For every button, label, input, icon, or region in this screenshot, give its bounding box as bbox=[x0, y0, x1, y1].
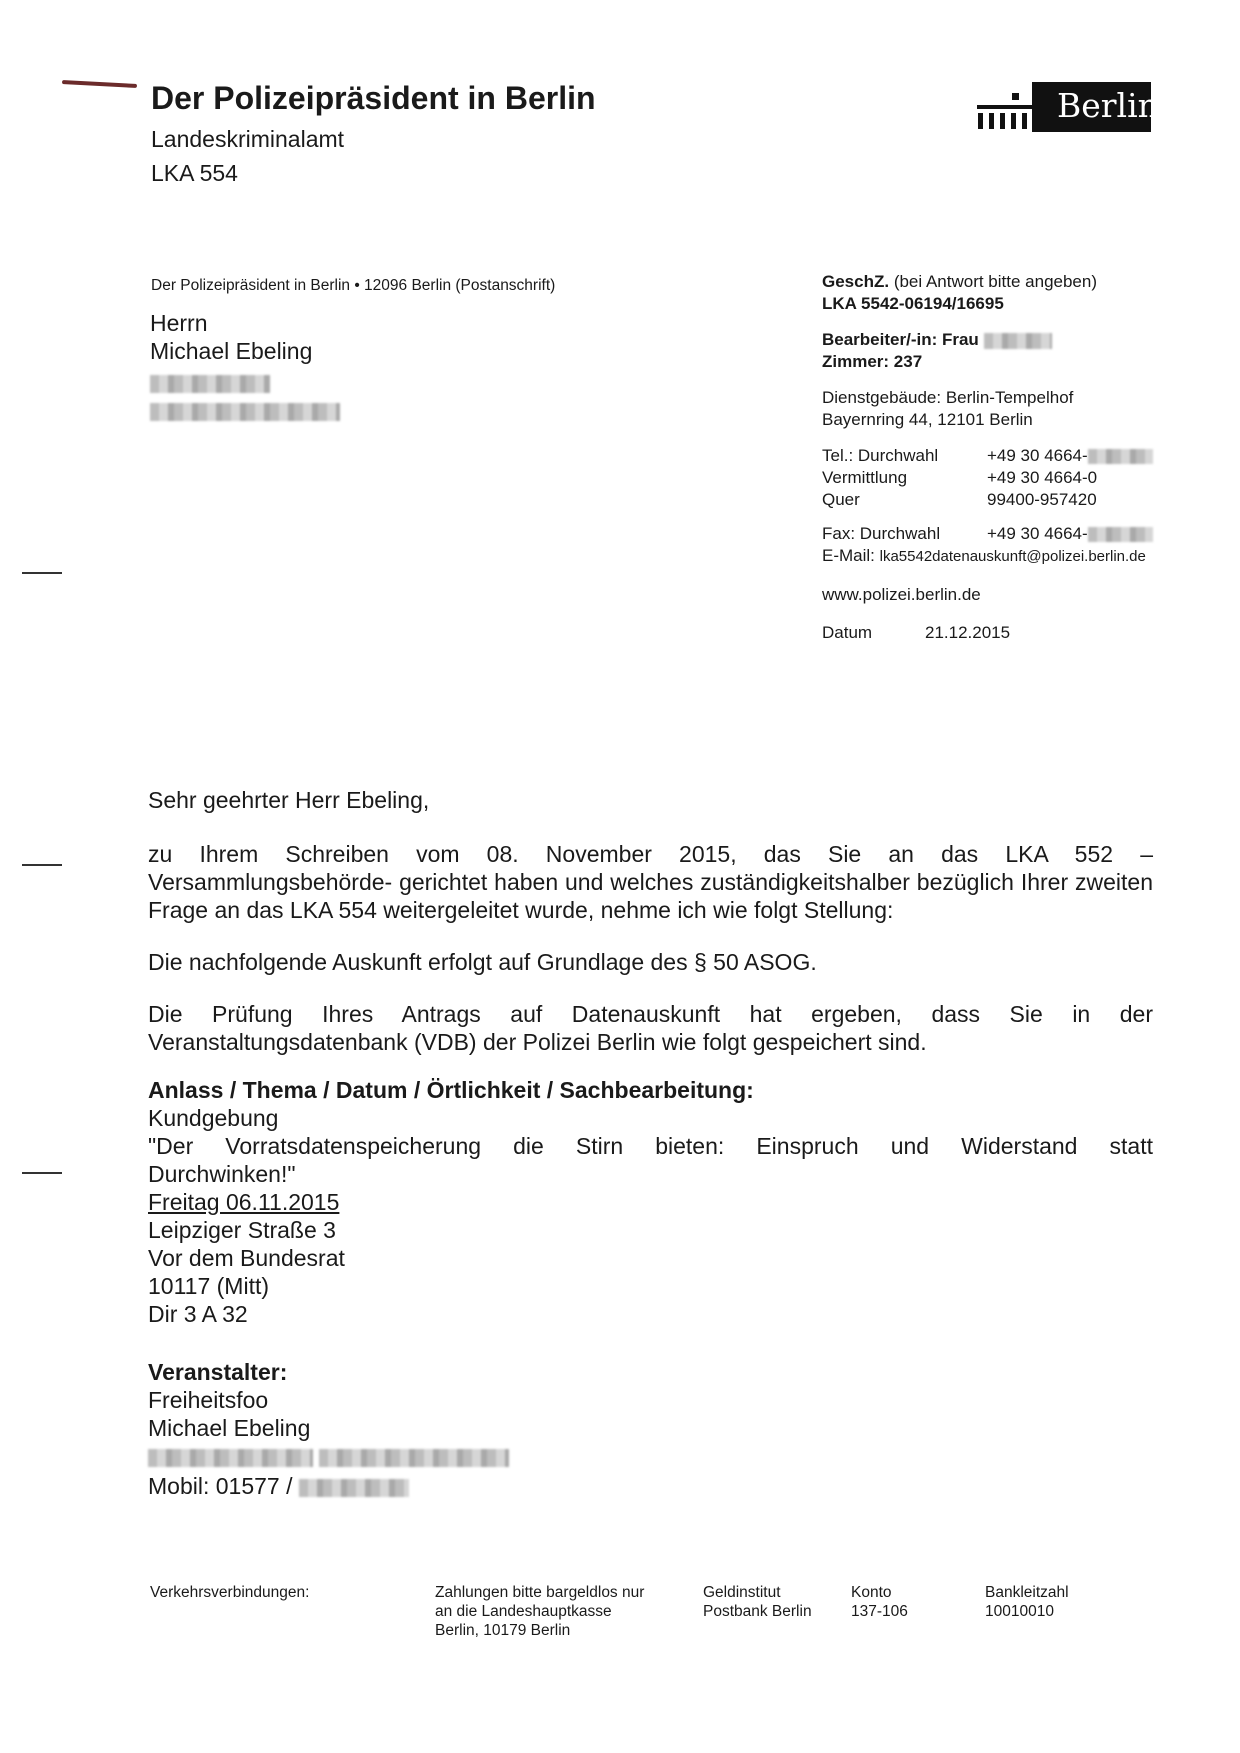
footer-geld-label: Geldinstitut bbox=[703, 1584, 781, 1601]
gesch-value: LKA 5542-06194/16695 bbox=[822, 294, 1004, 313]
tel-value: +49 30 4664- bbox=[987, 446, 1088, 465]
redacted-fax bbox=[1088, 527, 1153, 542]
greeting: Sehr geehrter Herr Ebeling, bbox=[148, 787, 430, 813]
fold-mark-2 bbox=[22, 864, 62, 866]
logo-text: Berlin bbox=[1057, 86, 1159, 125]
footer-zahlung-3: Berlin, 10179 Berlin bbox=[435, 1622, 571, 1639]
sender-line: Der Polizeipräsident in Berlin • 12096 Berlin (Postanschrift) bbox=[151, 277, 556, 294]
tel-row bbox=[822, 445, 1182, 467]
anlass-date: Freitag 06.11.2015 bbox=[148, 1189, 340, 1215]
tel-label: Tel.: Durchwahl bbox=[822, 446, 939, 465]
redacted-mobil bbox=[299, 1479, 409, 1497]
footer-geldinstitut bbox=[703, 1583, 812, 1621]
footer-zahlung bbox=[435, 1583, 644, 1640]
web-link[interactable]: www.polizei.berlin.de bbox=[822, 585, 981, 604]
fax-label: Fax: Durchwahl bbox=[822, 524, 941, 543]
veranstalter-name: Michael Ebeling bbox=[148, 1415, 311, 1441]
anlass-type: Kundgebung bbox=[148, 1105, 279, 1131]
fold-mark-1 bbox=[22, 572, 62, 574]
veranstalter-heading: Veranstalter: bbox=[148, 1359, 288, 1385]
paragraph-3 bbox=[148, 1000, 1153, 1056]
datum-label: Datum bbox=[822, 623, 873, 642]
footer-blz bbox=[985, 1583, 1069, 1621]
footer-blz-value: 10010010 bbox=[985, 1603, 1054, 1620]
quer-label: Quer bbox=[822, 490, 860, 509]
footer-konto-value: 137-106 bbox=[851, 1603, 908, 1620]
paragraph-1-rest: Versammlungsbehörde- gerichtet haben und welches zuständigkeitshalber bezüglich Ihrer zweiten Frage an das LKA 554 weitergeleitet wurde, nehme ich wie folgt Stellung: bbox=[148, 869, 1153, 923]
anlass-theme-line-2: Durchwinken!" bbox=[148, 1161, 296, 1187]
letterhead bbox=[151, 78, 596, 190]
zimmer: Zimmer: 237 bbox=[822, 352, 923, 371]
anlass-block bbox=[148, 1076, 1153, 1328]
paragraph-3-line-2: Veranstaltungsdatenbank (VDB) der Polizei Berlin wie folgt gespeichert sind. bbox=[148, 1029, 927, 1055]
paragraph-3-line-1: Die Prüfung Ihres Antrags auf Datenauskunft hat ergeben, dass Sie in der bbox=[148, 1001, 1153, 1027]
berlin-logo bbox=[975, 82, 1177, 148]
redacted-veranstalter-street bbox=[148, 1449, 313, 1467]
mobil-label: Mobil: 01577 / bbox=[148, 1472, 293, 1499]
footer-konto-label: Konto bbox=[851, 1584, 892, 1601]
footer-blz-label: Bankleitzahl bbox=[985, 1584, 1069, 1601]
datum-value: 21.12.2015 bbox=[925, 623, 1011, 642]
fax-value: +49 30 4664- bbox=[987, 524, 1088, 543]
verm-label: Vermittlung bbox=[822, 468, 908, 487]
gesch-note: (bei Antwort bitte angeben) bbox=[889, 272, 1098, 291]
letterhead-dept: Landeskriminalamt bbox=[151, 126, 345, 152]
anlass-zip: 10117 (Mitt) bbox=[148, 1273, 270, 1299]
gebaeude-2: Bayernring 44, 12101 Berlin bbox=[822, 410, 1033, 429]
anlass-place: Vor dem Bundesrat bbox=[148, 1245, 345, 1271]
mobil-line bbox=[148, 1472, 1153, 1500]
footer-zahlung-2: an die Landeshauptkasse bbox=[435, 1603, 612, 1620]
quer-value: 99400-957420 bbox=[987, 490, 1097, 509]
letterhead-unit: LKA 554 bbox=[151, 160, 238, 186]
email-link[interactable]: lka5542datenauskunft@polizei.berlin.de bbox=[879, 548, 1146, 565]
email-row bbox=[822, 545, 1182, 568]
veranstalter-block bbox=[148, 1358, 1153, 1500]
footer-verkehr: Verkehrsverbindungen: bbox=[150, 1584, 310, 1601]
anlass-theme-line-1: "Der Vorratsdatenspeicherung die Stirn bieten: Einspruch und Widerstand statt bbox=[148, 1133, 1153, 1159]
letterhead-title: Der Polizeipräsident in Berlin bbox=[151, 80, 596, 116]
recipient-name: Michael Ebeling bbox=[150, 338, 313, 364]
info-block bbox=[822, 271, 1182, 644]
pen-stroke-mark bbox=[62, 80, 137, 88]
footer-zahlung-1: Zahlungen bitte bargeldlos nur bbox=[435, 1584, 645, 1601]
recipient-block bbox=[150, 309, 340, 421]
paragraph-2: Die nachfolgende Auskunft erfolgt auf Grundlage des § 50 ASOG. bbox=[148, 949, 817, 975]
email-label: E-Mail: bbox=[822, 546, 880, 565]
bearbeiter-label: Bearbeiter/-in: Frau bbox=[822, 330, 979, 349]
veranstalter-org: Freiheitsfoo bbox=[148, 1387, 269, 1413]
verm-row bbox=[822, 467, 1182, 489]
recipient-salutation: Herrn bbox=[150, 310, 208, 336]
paragraph-1 bbox=[148, 840, 1153, 924]
anlass-heading: Anlass / Thema / Datum / Örtlichkeit / Sachbearbeitung: bbox=[148, 1077, 754, 1103]
paragraph-1-line-1: zu Ihrem Schreiben vom 08. November 2015, das Sie an das LKA 552 – bbox=[148, 841, 1153, 867]
anlass-street: Leipziger Straße 3 bbox=[148, 1217, 336, 1243]
redacted-veranstalter-city bbox=[319, 1449, 509, 1467]
redacted-tel bbox=[1088, 449, 1153, 464]
redacted-city bbox=[150, 403, 340, 421]
fold-mark-3 bbox=[22, 1172, 62, 1174]
gebaeude-1: Dienstgebäude: Berlin-Tempelhof bbox=[822, 388, 1074, 407]
gesch-label: GeschZ. bbox=[822, 272, 890, 291]
anlass-dir: Dir 3 A 32 bbox=[148, 1301, 248, 1327]
redacted-street bbox=[150, 375, 270, 393]
footer-konto bbox=[851, 1583, 908, 1621]
gesch-line bbox=[822, 271, 1182, 293]
quer-row bbox=[822, 489, 1182, 511]
redacted-bearbeiter bbox=[984, 333, 1052, 349]
letter-body bbox=[148, 786, 1153, 1500]
bearbeiter-line bbox=[822, 329, 1182, 351]
verm-value: +49 30 4664-0 bbox=[987, 468, 1098, 487]
datum-row bbox=[822, 622, 1182, 644]
footer-geld-value: Postbank Berlin bbox=[703, 1603, 812, 1620]
fax-row bbox=[822, 523, 1182, 545]
